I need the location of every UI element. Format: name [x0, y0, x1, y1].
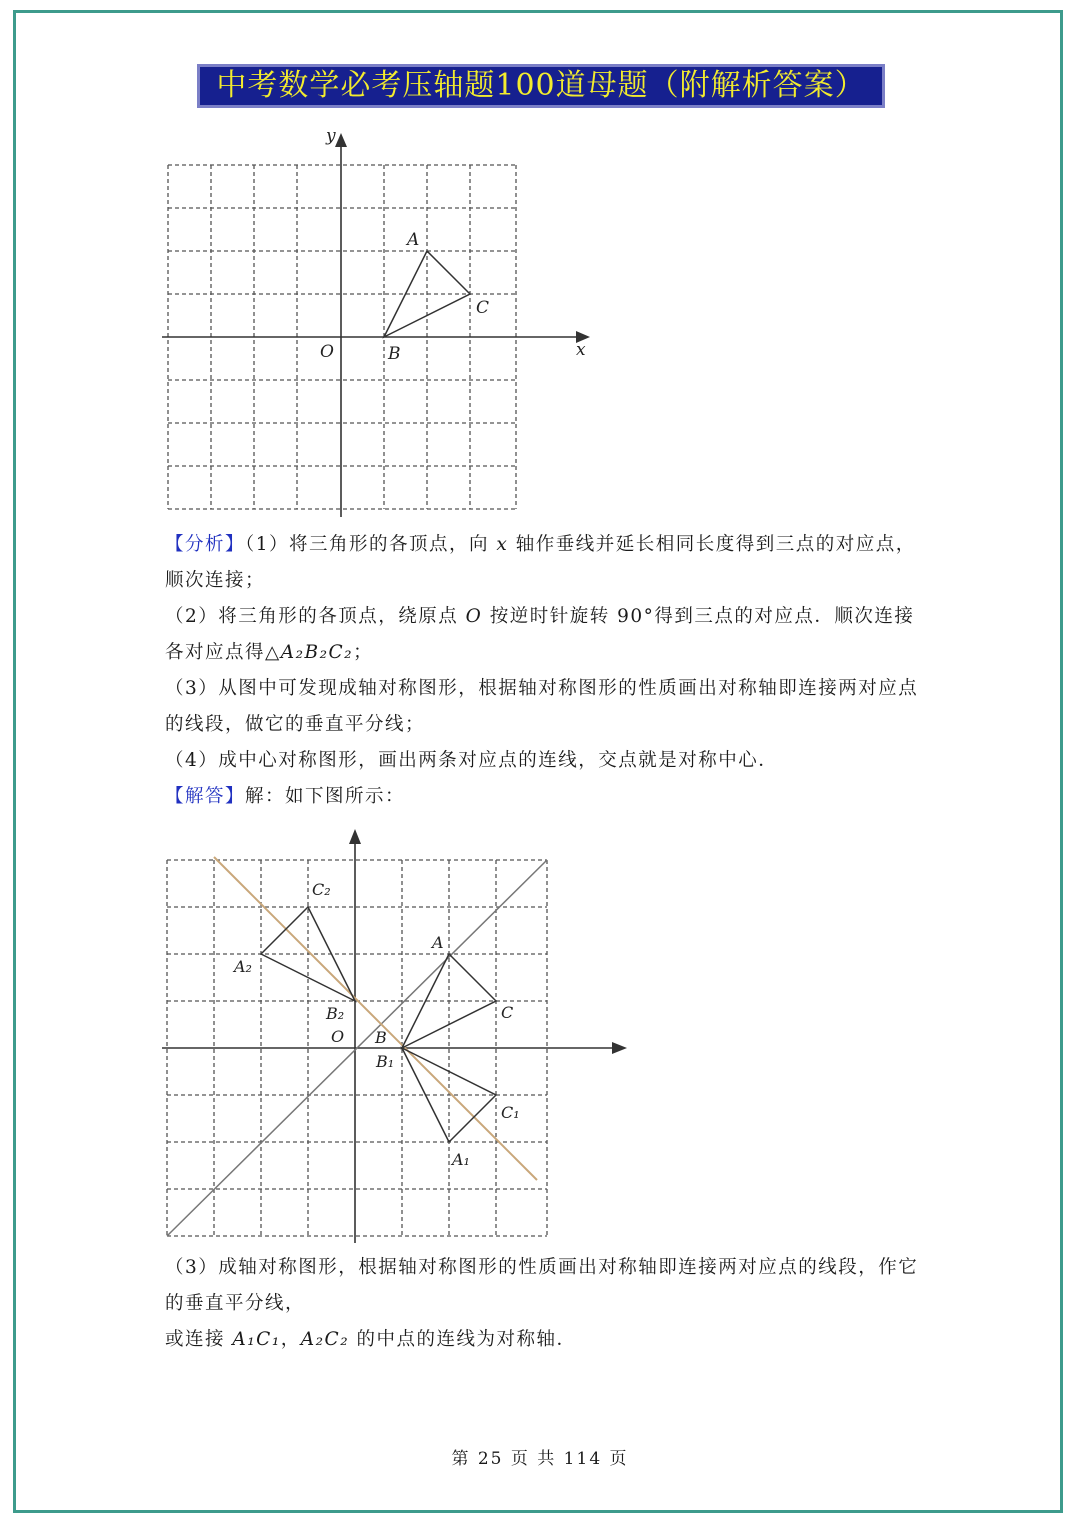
point-c-label: C: [476, 298, 490, 318]
label-b: B: [375, 1028, 387, 1047]
analysis-section: 【分析】（1）将三角形的各顶点，向 x 轴作垂线并延长相同长度得到三点的对应点，顺次连接； （2）将三角形的各顶点，绕原点 O 按逆时针旋转 90°得到三点的对应点．顺次连接各对应点得△A₂B₂C₂； （3）从图中可发现成轴对称图形，根据轴对称图形的性质画出对称轴即连接两对应点的线段，做它的垂直平分线； （4）成中心对称图形，画出两条对应点的连线，交点就是对称中心． 【解答】解：如下图所示：: [165, 527, 925, 815]
y-axis-label: y: [326, 126, 336, 146]
page-title: 中考数学必考压轴题100道母题（附解析答案）: [197, 64, 885, 108]
answer-text: 解：如下图所示：: [245, 786, 406, 807]
label-c1: C₁: [501, 1103, 520, 1122]
origin-label: O: [320, 342, 334, 362]
label-c2: C₂: [312, 880, 331, 899]
label-o: O: [331, 1027, 345, 1046]
label-b1: B₁: [376, 1052, 395, 1071]
conclusion-section: （3）成轴对称图形，根据轴对称图形的性质画出对称轴即连接两对应点的线段，作它的垂直平分线， 或连接 A₁C₁，A₂C₂ 的中点的连线为对称轴．: [165, 1250, 925, 1358]
label-c: C: [501, 1003, 514, 1022]
page-footer: 第 25 页 共 114 页: [451, 1449, 629, 1469]
analysis-step-4: （4）成中心对称图形，画出两条对应点的连线，交点就是对称中心．: [165, 750, 779, 771]
label-a: A: [432, 933, 444, 952]
point-b-label: B: [388, 344, 401, 364]
figure-1-grid: [160, 125, 600, 520]
analysis-step-3: （3）从图中可发现成轴对称图形，根据轴对称图形的性质画出对称轴即连接两对应点的线段，做它的垂直平分线；: [165, 678, 919, 735]
label-a1: A₁: [452, 1150, 470, 1169]
x-axis-label: x: [576, 340, 586, 360]
point-a-label: A: [407, 230, 420, 250]
label-b2: B₂: [326, 1004, 345, 1023]
answer-tag: 【解答】: [165, 786, 246, 807]
conclusion-step-3: （3）成轴对称图形，根据轴对称图形的性质画出对称轴即连接两对应点的线段，作它的垂直平分线，: [165, 1257, 919, 1314]
figure-2-solution: [160, 825, 640, 1250]
label-a2: A₂: [234, 957, 252, 976]
symmetry-axis-line: [214, 857, 537, 1180]
analysis-tag: 【分析】: [165, 534, 246, 555]
